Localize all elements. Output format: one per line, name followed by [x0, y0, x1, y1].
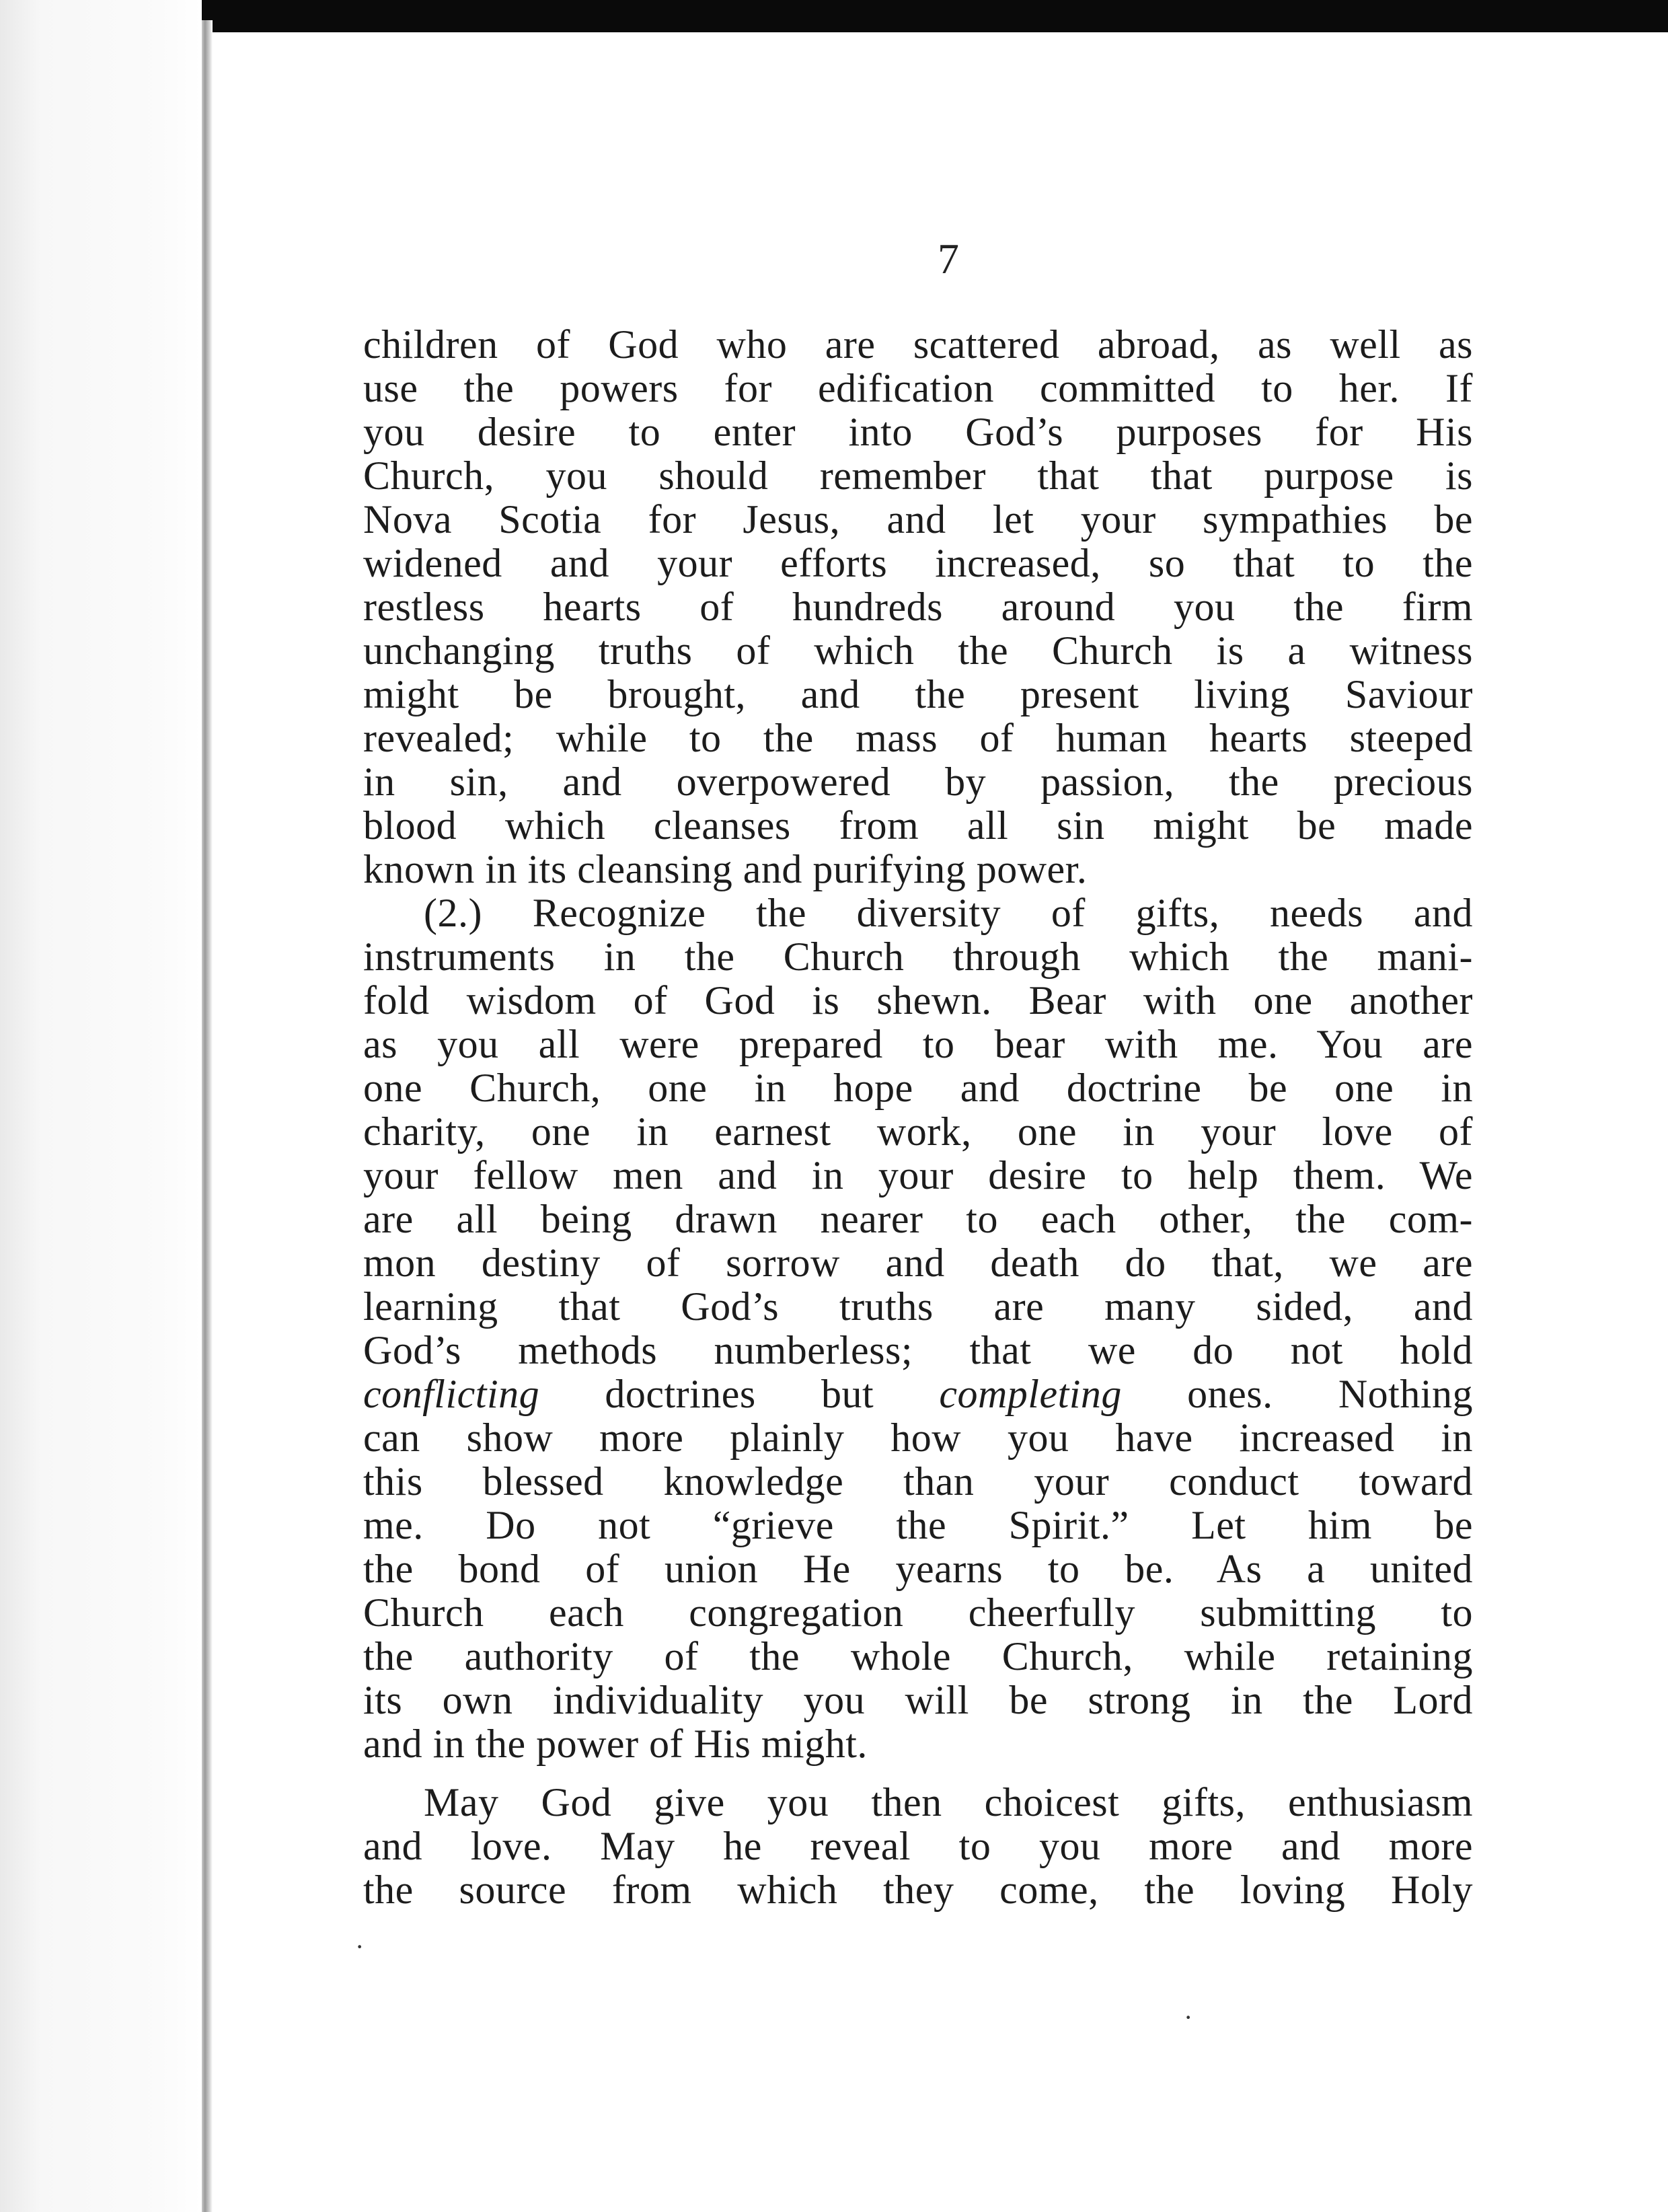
- paragraph-2-first-line: (2.) Recognize the diversity of gifts, needs and: [424, 891, 1473, 935]
- text-line-with-italics: [363, 1372, 1473, 1416]
- text-line: children of God who are scattered abroad, as well as: [363, 323, 1473, 367]
- text-line: known in its cleansing and purifying power.: [363, 848, 1088, 891]
- text-line: this blessed knowledge than your conduct toward: [363, 1460, 1473, 1504]
- text-line: your fellow men and in your desire to help them. We: [363, 1154, 1473, 1197]
- text-line: revealed; while to the mass of human hearts steeped: [363, 716, 1473, 760]
- paragraph-spacer: [363, 1766, 1473, 1781]
- text-line: fold wisdom of God is shewn. Bear with one another: [363, 979, 1473, 1023]
- text-line: charity, one in earnest work, one in your love of: [363, 1110, 1473, 1154]
- text-line: and in the power of His might.: [363, 1722, 868, 1766]
- text-segment: doctrines but: [539, 1372, 940, 1416]
- text-line: might be brought, and the present living Saviour: [363, 673, 1473, 716]
- text-line: restless hearts of hundreds around you the firm: [363, 585, 1473, 629]
- text-line: Church, you should remember that that purpose is: [363, 454, 1473, 498]
- text-line: use the powers for edification committed to her. If: [363, 367, 1473, 410]
- text-line: mon destiny of sorrow and death do that, we are: [363, 1241, 1473, 1285]
- page-number: 7: [938, 235, 959, 283]
- paragraph-3-first-line: May God give you then choicest gifts, enthusiasm: [424, 1781, 1473, 1824]
- text-line: instruments in the Church through which the mani-: [363, 935, 1473, 979]
- italic-word-completing: completing: [939, 1372, 1122, 1416]
- scan-top-border: [0, 0, 1668, 32]
- text-line: one Church, one in hope and doctrine be one in: [363, 1066, 1473, 1110]
- text-line: and love. May he reveal to you more and more: [363, 1824, 1473, 1868]
- stray-ink-dot: ·: [355, 1931, 365, 1962]
- italic-word-conflicting: conflicting: [363, 1372, 540, 1416]
- text-line: the bond of union He yearns to be. As a united: [363, 1547, 1473, 1591]
- text-line: as you all were prepared to bear with me. You are: [363, 1023, 1473, 1066]
- text-line: learning that God’s truths are many sided, and: [363, 1285, 1473, 1329]
- text-line: Church each congregation cheerfully submitting to: [363, 1591, 1473, 1635]
- text-line: you desire to enter into God’s purposes for His: [363, 410, 1473, 454]
- text-line: its own individuality you will be strong in the Lord: [363, 1679, 1473, 1722]
- text-line: unchanging truths of which the Church is a witness: [363, 629, 1473, 673]
- text-segment: ones. Nothing: [1121, 1372, 1473, 1416]
- text-line: are all being drawn nearer to each other, the com-: [363, 1197, 1473, 1241]
- body-text: [363, 323, 1473, 1912]
- text-line: God’s methods numberless; that we do not hold: [363, 1329, 1473, 1372]
- text-line: me. Do not “grieve the Spirit.” Let him be: [363, 1504, 1473, 1547]
- text-line: the authority of the whole Church, while retaining: [363, 1635, 1473, 1679]
- text-line: widened and your efforts increased, so that to the: [363, 542, 1473, 585]
- book-spine-edge: [202, 20, 213, 2212]
- scan-left-margin-shadow: [0, 0, 202, 2212]
- text-line: blood which cleanses from all sin might be made: [363, 804, 1473, 848]
- stray-ink-dot: ·: [1184, 2002, 1193, 2032]
- text-line: the source from which they come, the loving Holy: [363, 1868, 1473, 1912]
- text-line: Nova Scotia for Jesus, and let your sympathies be: [363, 498, 1473, 542]
- text-line: in sin, and overpowered by passion, the precious: [363, 760, 1473, 804]
- text-line: can show more plainly how you have increased in: [363, 1416, 1473, 1460]
